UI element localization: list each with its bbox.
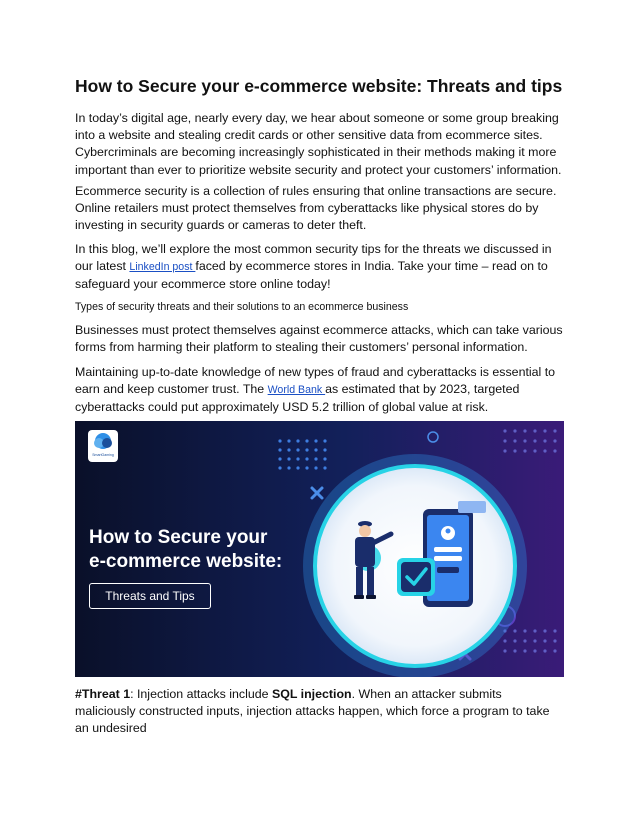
banner-title-line-2: e-commerce website: <box>89 551 283 572</box>
threat-1-paragraph <box>75 686 565 738</box>
intro-paragraph: In today’s digital age, nearly every day, we hear about someone or some group breaking into a website and stealing credit cards or other sensitive data from ecommerce sites. Cybercriminals are becoming increasingly sophisticated in their methods making it more important than ever to prioritize website security and protect your customers’ information. <box>75 111 562 177</box>
threat-1-text-a: : Injection attacks include <box>130 687 272 701</box>
brand-logo-text: SmartGaming <box>92 453 114 457</box>
knowledge-text-a: Maintaining up-to-date knowledge of new types of fraud and cyberattacks is essential to earn and keep customer trust. The <box>75 365 556 397</box>
blog-intro-text-a: In this blog, we’ll explore the most common security tips for the threats we discussed in our latest <box>75 242 552 274</box>
blog-intro-text-b: faced by ecommerce stores in India. Take your time – read on to safeguard your ecommerce store online today! <box>75 259 548 292</box>
login-field-2 <box>434 556 462 561</box>
cloud-logo-icon <box>88 430 118 452</box>
page-title: How to Secure your e-commerce website: Threats and tips <box>75 76 563 96</box>
sql-injection-term: SQL injection <box>271 687 352 701</box>
hero-banner-image <box>75 421 564 677</box>
banner-title <box>89 526 282 574</box>
login-field-1 <box>434 547 462 552</box>
knowledge-paragraph <box>75 364 565 417</box>
brand-logo <box>88 430 118 462</box>
threats-and-tips-button: Threats and Tips <box>89 583 211 609</box>
banner-title-line-1: How to Secure your <box>89 527 268 548</box>
definition-paragraph: Ecommerce security is a collection of rules ensuring that online transactions are secure. Online retailers must protect themselves from cyberattacks like physical stores do by investing in security guards or cameras to deter theft. <box>75 184 557 233</box>
login-button-shape <box>437 567 459 573</box>
section-subheading: Types of security threats and their solutions to an ecommerce business <box>75 301 409 313</box>
floating-card <box>458 501 486 513</box>
threat-1-text-b: . When an attacker submits maliciously constructed inputs, injection attacks happen, which force a program to take an undesired <box>75 687 550 736</box>
linkedin-post-link[interactable]: LinkedIn post <box>129 261 196 274</box>
threat-1-label: #Threat 1 <box>75 687 131 701</box>
world-bank-link[interactable]: World Bank <box>267 384 326 397</box>
blog-intro-paragraph <box>75 241 565 294</box>
businesses-paragraph: Businesses must protect themselves against ecommerce attacks, which can take various forms from harming their platform to stealing their customers’ personal information. <box>75 323 563 355</box>
knowledge-text-b: as estimated that by 2023, targeted cyberattacks could put approximately USD 5.2 trillion of global value at risk. <box>75 382 520 415</box>
